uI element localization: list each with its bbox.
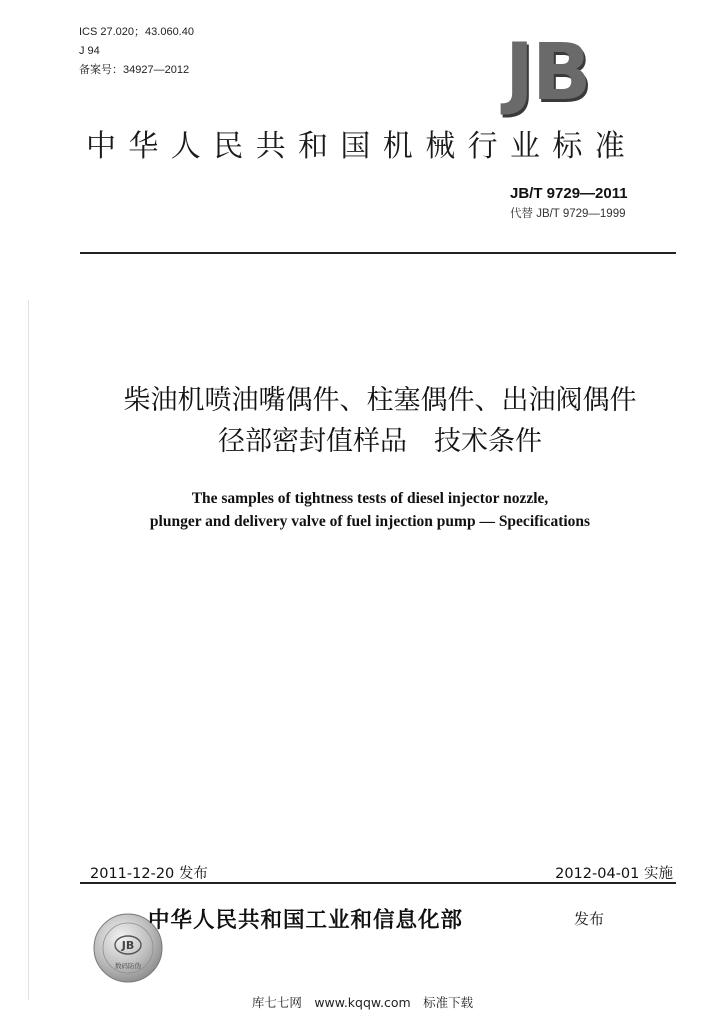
seal-bottom-text: 数码防伪: [115, 962, 141, 970]
title-en-line1: The samples of tightness tests of diesel injector nozzle,: [191, 490, 549, 507]
title-cn-line1: 柴油机喷油嘴偶件、柱塞偶件、出油阀偶件: [123, 385, 637, 416]
issuing-authority: 中华人民共和国工业和信息化部: [148, 908, 464, 933]
scan-margin-line: [28, 300, 29, 1000]
standard-number: JB/T 9729—2011: [510, 185, 628, 202]
ics-code: ICS 27.020；43.060.40: [79, 26, 194, 38]
footer-watermark: 库七七网 www.kqqw.com 标准下载: [251, 995, 474, 1010]
seal-label: JB: [121, 939, 135, 952]
classification-code: J 94: [79, 45, 100, 57]
title-cn-line2: 径部密封值样品 技术条件: [218, 426, 542, 457]
replaces-standard: 代替 JB/T 9729—1999: [510, 208, 626, 220]
implementation-date: 2012-04-01 实施: [555, 866, 673, 882]
issue-date: 2011-12-20 发布: [90, 866, 208, 882]
jb-logo: JB: [505, 28, 590, 118]
footer-divider: [80, 882, 676, 884]
title-en-line2: plunger and delivery valve of fuel injection pump — Specifications: [149, 513, 591, 530]
industry-standard-title: 中华人民共和国机械行业标准: [86, 129, 638, 164]
publish-label: 发布: [574, 910, 605, 928]
header-divider: [80, 252, 676, 254]
filing-number: 备案号：34927—2012: [79, 64, 190, 76]
